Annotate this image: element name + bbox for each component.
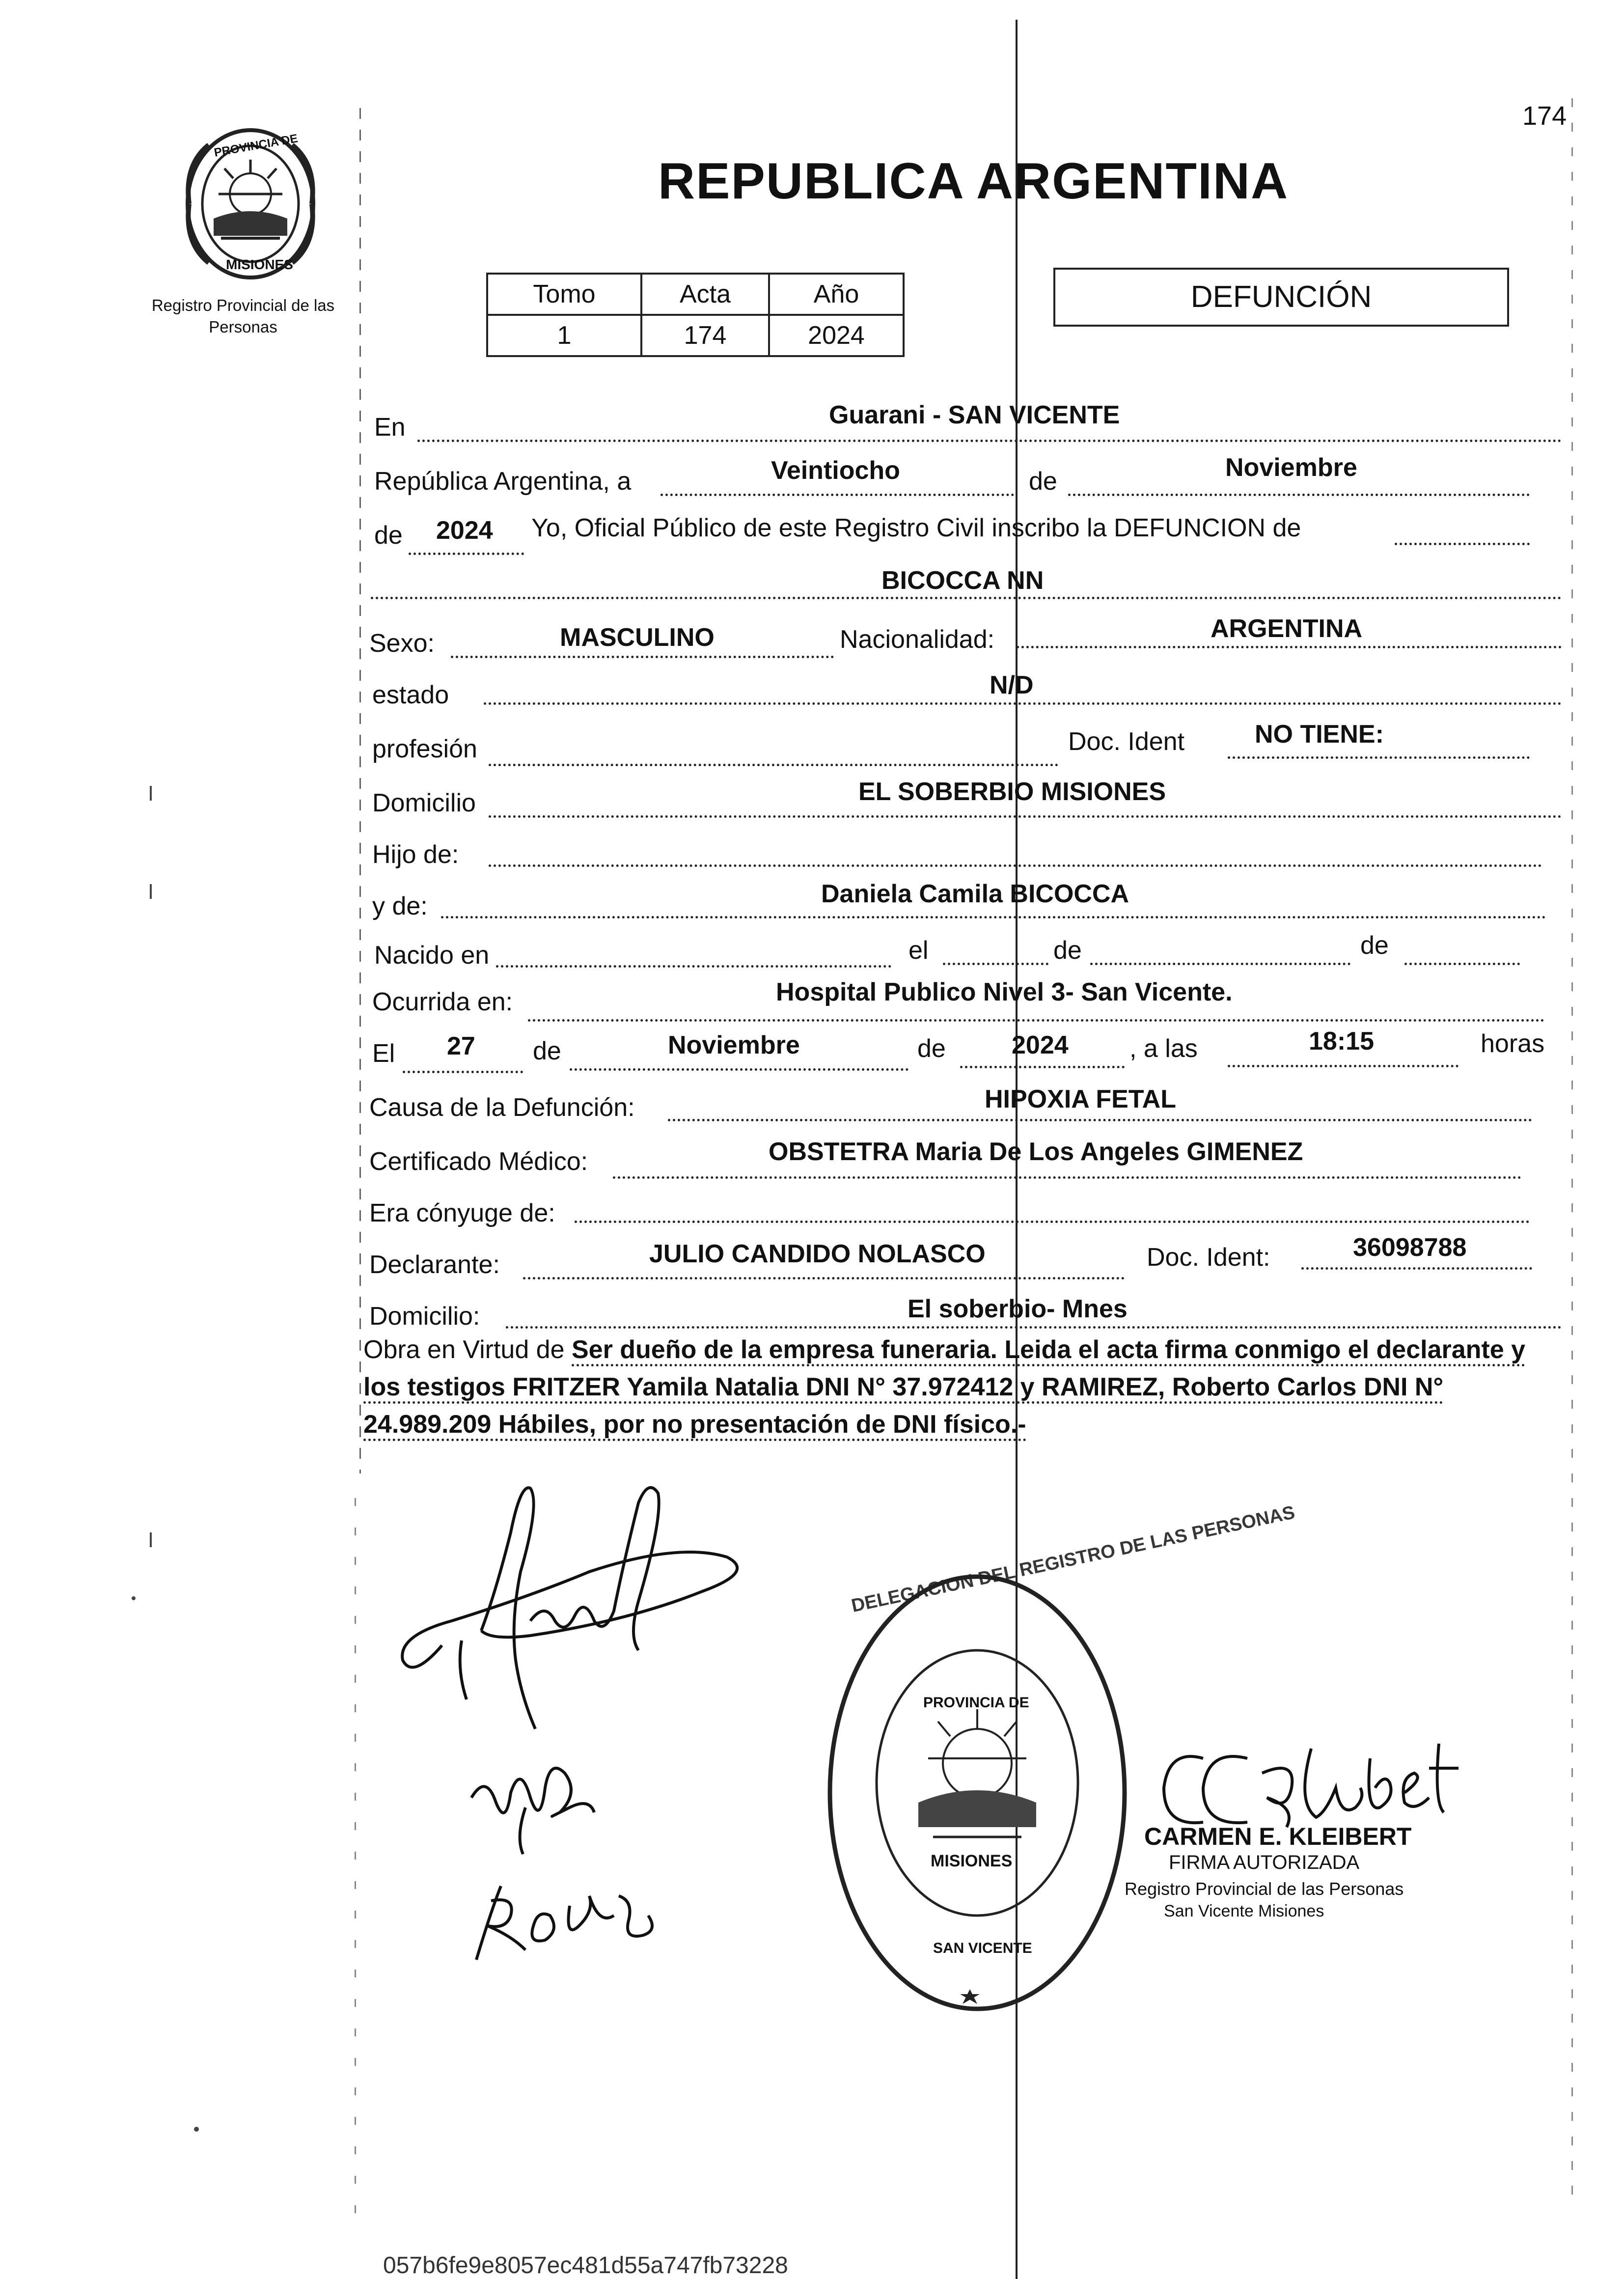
stamp-inner-top: PROVINCIA DE [923, 1695, 1029, 1711]
decl-doc-line [1301, 1267, 1532, 1270]
page-title: REPUBLICA ARGENTINA [658, 153, 1289, 210]
domicilio2-value: El soberbio- Mnes [908, 1295, 1128, 1323]
record-table-header [487, 274, 904, 315]
nacido-label: Nacido en [374, 941, 490, 970]
margin-line-right [1571, 98, 1573, 2210]
estado-line [484, 702, 1562, 705]
declarante-label: Declarante: [369, 1251, 500, 1279]
speck [150, 786, 152, 801]
de2-label: de [374, 521, 403, 550]
de-b-line [1404, 963, 1520, 965]
death-day-line [403, 1071, 523, 1073]
sexo-value: MASCULINO [560, 623, 715, 652]
doc-ident-line [1228, 756, 1530, 759]
death-time-line [1228, 1065, 1459, 1067]
declarante-value: JULIO CANDIDO NOLASCO [649, 1240, 986, 1268]
day-line [661, 494, 1014, 496]
header-acta: Acta [641, 274, 769, 315]
de-label: de [1029, 467, 1057, 496]
en-line [417, 440, 1562, 442]
en-value: Guarani - SAN VICENTE [829, 401, 1120, 429]
month-line [1068, 494, 1530, 496]
madre-value: Daniela Camila BICOCCA [821, 880, 1129, 908]
speck [150, 884, 152, 899]
death-month: Noviembre [668, 1031, 800, 1059]
nacionalidad-line [1017, 646, 1562, 648]
signature-witness-2 [471, 1866, 668, 1965]
domicilio2-line [506, 1326, 1562, 1329]
stamp-ring-text: DELEGACION DEL REGISTRO DE LAS PERSONAS [850, 1502, 1297, 1617]
oficial-line [1395, 543, 1530, 545]
death-month-line [570, 1068, 908, 1071]
deceased-name: BICOCCA NN [881, 566, 1044, 595]
domicilio-value: EL SOBERBIO MISIONES [858, 778, 1166, 806]
de-a-label: de [1053, 936, 1082, 965]
certificado-line [613, 1176, 1521, 1179]
conyuge-label: Era cónyuge de: [369, 1199, 555, 1227]
sexo-label: Sexo: [369, 629, 435, 658]
domicilio-label: Domicilio [372, 789, 476, 817]
death-time: 18:15 [1309, 1027, 1374, 1056]
page-number: 174 [1522, 101, 1567, 131]
domicilio-line [489, 815, 1562, 818]
ocurrida-value: Hospital Publico Nivel 3- San Vicente. [776, 978, 1233, 1006]
value-tomo: 1 [487, 315, 641, 356]
header-tomo: Tomo [487, 274, 641, 315]
el-label: el [908, 936, 929, 965]
stamp-place: SAN VICENTE [933, 1940, 1032, 1956]
day-words: Veintiocho [771, 456, 900, 485]
nacionalidad-value: ARGENTINA [1211, 614, 1363, 643]
de-b-label: de [1360, 931, 1389, 960]
el2-label: El [372, 1039, 395, 1068]
decl-doc-label: Doc. Ident: [1147, 1243, 1270, 1272]
obra-value: Ser dueño de la empresa funeraria. Leida el acta firma conmigo el declarante y los testigos FRITZER Yamila Natalia DNI N° 37.972412 y RAMIREZ, Roberto Carlos DNI N° 24.989.209 Hábiles, por no presentación de DNI físico.- [363, 1335, 1525, 1441]
stamp-inner-bottom: MISIONES [931, 1852, 1013, 1870]
signature-witness-1 [467, 1744, 604, 1857]
en-label: En [374, 413, 406, 442]
speck [150, 1532, 152, 1547]
declarante-line [523, 1277, 1125, 1279]
estado-value: N/D [990, 671, 1034, 699]
official-place: San Vicente Misiones [1164, 1902, 1324, 1920]
year-line [409, 553, 524, 555]
republica-label: República Argentina, a [374, 467, 632, 496]
madre-line [441, 916, 1546, 918]
value-acta: 174 [641, 315, 769, 356]
seal-text-bottom: MISIONES [226, 257, 293, 272]
y-de-label: y de: [372, 892, 428, 920]
ocurrida-label: Ocurrida en: [372, 988, 513, 1016]
de3-label: de [533, 1037, 561, 1065]
hijo-label: Hijo de: [372, 840, 459, 869]
domicilio2-label: Domicilio: [369, 1302, 480, 1331]
speck [194, 2127, 199, 2132]
footer-hash: 057b6fe9e8057ec481d55a747fb73228 [383, 2252, 788, 2279]
obra-paragraph [363, 1331, 1562, 1443]
death-year-line [960, 1066, 1125, 1068]
oficial-text: Yo, Oficial Público de este Registro Civil inscribo la DEFUNCION de [531, 514, 1301, 542]
margin-line-far-left [355, 1498, 356, 2235]
signature-declarante [383, 1473, 776, 1749]
doc-ident-label: Doc. Ident [1068, 727, 1185, 756]
record-table-values [487, 315, 904, 356]
header-anio: Año [769, 274, 904, 315]
hijo-line [489, 864, 1542, 867]
causa-value: HIPOXIA FETAL [985, 1085, 1176, 1113]
record-type-box: DEFUNCIÓN [1053, 268, 1509, 327]
ocurrida-line [528, 1019, 1544, 1022]
value-anio: 2024 [769, 315, 904, 356]
nacido-line [496, 965, 891, 968]
death-day: 27 [447, 1032, 475, 1060]
month: Noviembre [1225, 453, 1357, 482]
a-las-label: , a las [1129, 1034, 1198, 1063]
death-year: 2024 [1012, 1031, 1069, 1059]
name-line [371, 597, 1562, 599]
seal-text-top: PROVINCIA DE [213, 132, 299, 160]
obra-label: Obra en Virtud de [363, 1335, 565, 1364]
decl-doc-value: 36098788 [1353, 1233, 1467, 1262]
speck [132, 1596, 136, 1600]
certificado-value: OBSTETRA Maria De Los Angeles GIMENEZ [769, 1138, 1303, 1166]
margin-line-left [359, 108, 361, 1473]
record-table [486, 273, 905, 357]
de-a-line [1090, 963, 1350, 965]
causa-label: Causa de la Defunción: [369, 1093, 635, 1122]
horas-label: horas [1481, 1029, 1545, 1058]
year: 2024 [436, 516, 493, 545]
estado-label: estado [372, 681, 449, 709]
sexo-line [451, 656, 834, 658]
profesion-label: profesión [372, 735, 477, 763]
provincial-seal [179, 125, 322, 282]
doc-ident-value: NO TIENE: [1255, 720, 1384, 749]
certificado-label: Certificado Médico: [369, 1147, 588, 1176]
registry-name: Registro Provincial de las Personas [151, 296, 335, 336]
official-org: Registro Provincial de las Personas [1125, 1879, 1404, 1899]
el-line [943, 963, 1048, 965]
profesion-line [489, 764, 1058, 766]
causa-line [668, 1119, 1532, 1121]
de4-label: de [917, 1034, 946, 1063]
official-role: FIRMA AUTORIZADA [1169, 1852, 1360, 1873]
nacionalidad-label: Nacionalidad: [840, 625, 995, 654]
conyuge-line [575, 1221, 1530, 1223]
official-name: CARMEN E. KLEIBERT [1144, 1823, 1412, 1850]
